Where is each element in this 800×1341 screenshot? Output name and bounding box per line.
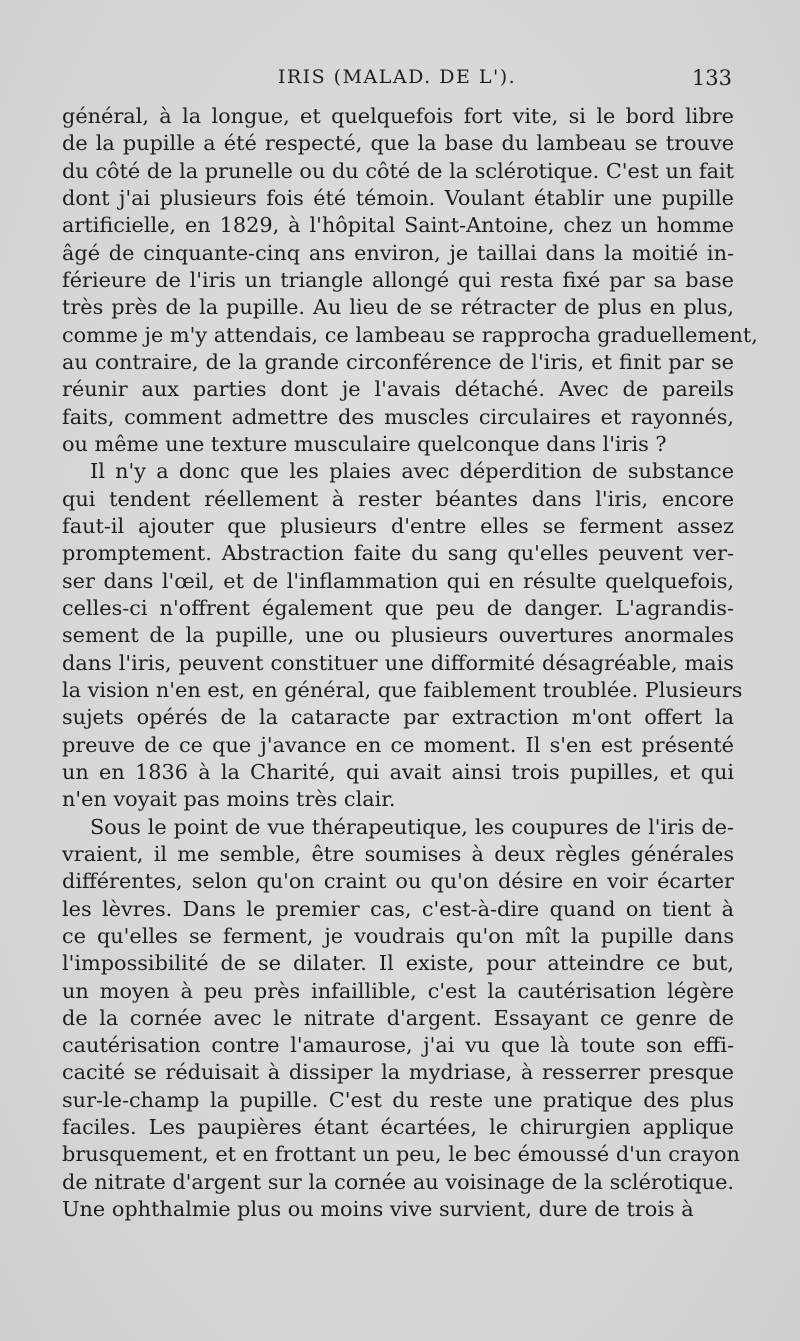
text-line: cautérisation contre l'amaurose, j'ai vu que là toute son effi- (62, 1033, 734, 1058)
text-line: n'en voyait pas moins très clair. (62, 787, 396, 812)
text-line: âgé de cinquante-cinq ans environ, je taillai dans la moitié in- (62, 240, 734, 265)
text-line: la vision n'en est, en général, que faiblement troublée. Plusieurs (62, 677, 743, 702)
text-line: dont j'ai plusieurs fois été témoin. Voulant établir une pupille (62, 185, 734, 210)
text-line: faut-il ajouter que plusieurs d'entre elles se ferment assez (62, 513, 734, 538)
text-line: réunir aux parties dont je l'avais détaché. Avec de pareils (62, 377, 734, 402)
text-line: sujets opérés de la cataracte par extraction m'ont offert la (62, 705, 734, 730)
text-line: de la pupille a été respecté, que la base du lambeau se trouve (62, 131, 734, 156)
text-line: les lèvres. Dans le premier cas, c'est-à-dire quand on tient à (62, 896, 734, 921)
text-line: comme je m'y attendais, ce lambeau se rapprocha graduellement, (62, 322, 758, 347)
text-line: férieure de l'iris un triangle allongé qui resta fixé par sa base (62, 267, 734, 292)
text-line: qui tendent réellement à rester béantes dans l'iris, encore (62, 486, 734, 511)
page-number: 133 (691, 66, 732, 90)
text-line: faits, comment admettre des muscles circulaires et rayonnés, (62, 404, 734, 429)
text-line: ce qu'elles se ferment, je voudrais qu'on mît la pupille dans (62, 923, 734, 948)
text-line: du côté de la prunelle ou du côté de la sclérotique. C'est un fait (62, 158, 734, 183)
text-line: de la cornée avec le nitrate d'argent. Essayant ce genre de (62, 1005, 734, 1030)
text-line: au contraire, de la grande circonférence de l'iris, et finit par se (62, 349, 734, 374)
paragraph (62, 814, 740, 1224)
page-header (62, 66, 732, 96)
text-line: Sous le point de vue thérapeutique, les coupures de l'iris de- (90, 814, 734, 839)
text-line: Une ophthalmie plus ou moins vive survient, dure de trois à (62, 1197, 694, 1222)
text-line: artificielle, en 1829, à l'hôpital Saint-Antoine, chez un homme (62, 213, 734, 238)
text-line: un moyen à peu près infaillible, c'est la cautérisation légère (62, 978, 734, 1003)
body-text (62, 103, 758, 1223)
text-line: différentes, selon qu'on craint ou qu'on désire en voir écarter (62, 869, 734, 894)
text-line: Il n'y a donc que les plaies avec déperdition de substance (90, 459, 734, 484)
running-title: IRIS (MALAD. DE L'). (277, 66, 517, 88)
text-line: de nitrate d'argent sur la cornée au voisinage de la sclérotique. (62, 1169, 734, 1194)
text-line: preuve de ce que j'avance en ce moment. Il s'en est présenté (62, 732, 734, 757)
text-line: l'impossibilité de se dilater. Il existe, pour atteindre ce but, (62, 951, 734, 976)
paragraph (62, 458, 743, 813)
text-line: général, à la longue, et quelquefois fort vite, si le bord libre (62, 104, 734, 128)
paragraph (62, 103, 758, 458)
text-line: sement de la pupille, une ou plusieurs ouvertures anormales (62, 623, 734, 648)
text-line: ou même une texture musculaire quelconque dans l'iris ? (62, 431, 667, 456)
text-line: dans l'iris, peuvent constituer une difformité désagréable, mais (62, 650, 734, 675)
text-line: très près de la pupille. Au lieu de se rétracter de plus en plus, (62, 295, 734, 320)
text-line: promptement. Abstraction faite du sang qu'elles peuvent ver- (62, 541, 734, 566)
text-line: brusquement, et en frottant un peu, le bec émoussé d'un crayon (62, 1142, 740, 1167)
text-line: ser dans l'œil, et de l'inflammation qui en résulte quelquefois, (62, 568, 734, 593)
text-line: faciles. Les paupières étant écartées, le chirurgien applique (62, 1115, 734, 1140)
text-line: cacité se réduisait à dissiper la mydriase, à resserrer presque (62, 1060, 734, 1085)
text-line: un en 1836 à la Charité, qui avait ainsi trois pupilles, et qui (62, 759, 734, 784)
text-line: sur-le-champ la pupille. C'est du reste une pratique des plus (62, 1087, 734, 1112)
text-line: vraient, il me semble, être soumises à deux règles générales (62, 841, 734, 866)
text-line: celles-ci n'offrent également que peu de danger. L'agrandis- (62, 595, 734, 620)
